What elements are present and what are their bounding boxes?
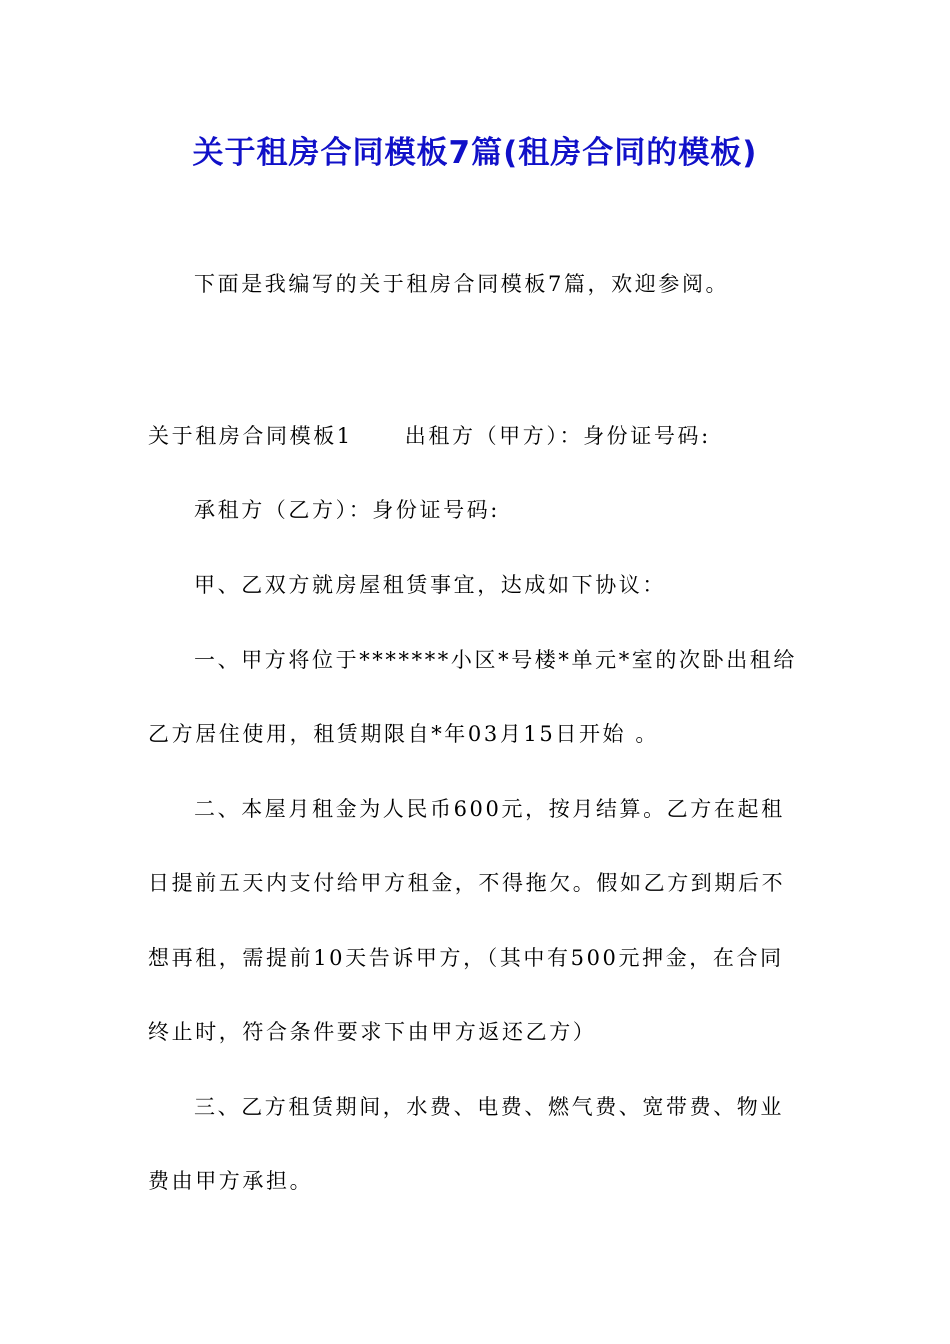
- document-title: 关于租房合同模板7篇(租房合同的模板): [192, 135, 758, 171]
- lessor-line: 出租方（甲方）：身份证号码:: [404, 424, 711, 448]
- clause3-line1: 三、乙方租赁期间，水费、电费、燃气费、宽带费、物业: [194, 1095, 784, 1119]
- lessee-line: 承租方（乙方）：身份证号码:: [194, 498, 500, 522]
- section-heading-row: [148, 416, 711, 456]
- intro-paragraph: 下面是我编写的关于租房合同模板7篇，欢迎参阅。: [194, 272, 730, 296]
- clause2-line4: 终止时，符合条件要求下由甲方返还乙方）: [148, 1020, 597, 1044]
- clause1-line2: 乙方居住使用，租赁期限自*年03月15日开始 。: [148, 722, 660, 746]
- clause3-line2: 费由甲方承担。: [148, 1169, 314, 1193]
- clause2-line3: 想再租，需提前10天告诉甲方，（其中有500元押金，在合同: [148, 946, 784, 970]
- clause1-line1: 一、甲方将位于*******小区*号楼*单元*室的次卧出租给: [194, 648, 797, 672]
- section-heading: 关于租房合同模板1: [148, 424, 353, 448]
- clause2-line1: 二、本屋月租金为人民币600元，按月结算。乙方在起租: [194, 797, 785, 821]
- clause2-line2: 日提前五天内支付给甲方租金，不得拖欠。假如乙方到期后不: [148, 871, 786, 895]
- agreement-line: 甲、乙双方就房屋租赁事宜，达成如下协议：: [194, 573, 666, 597]
